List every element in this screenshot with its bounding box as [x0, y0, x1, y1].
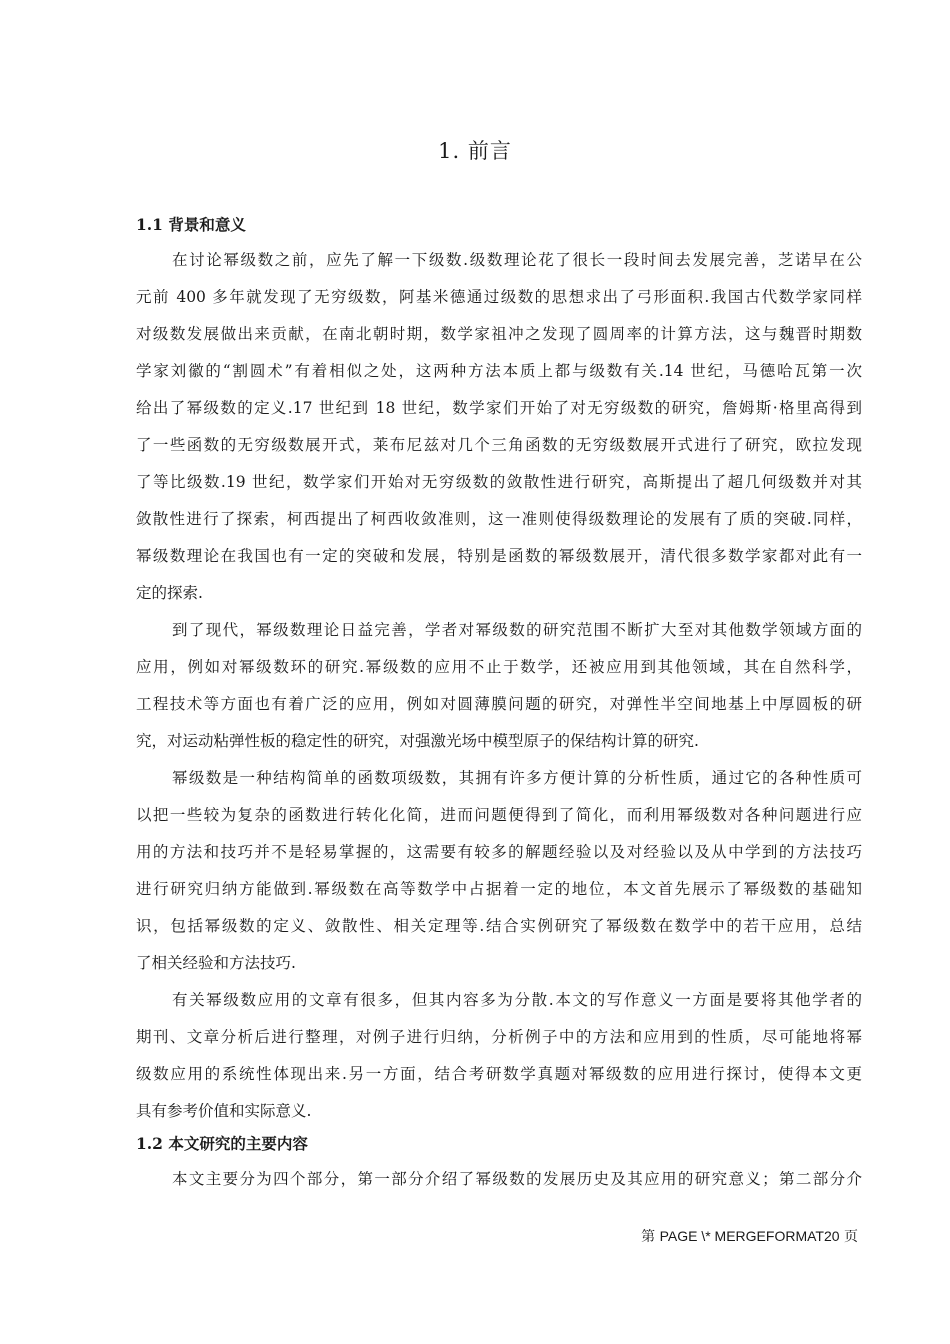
paragraph-line: 在讨论幂级数之前，应先了解一下级数.级数理论花了很长一段时间去发展完善，芝诺早在公 [172, 251, 862, 269]
paragraph-line: 了一些函数的无穷级数展开式，莱布尼兹对几个三角函数的无穷级数展开式进行了研究，欧拉发现 [136, 436, 862, 454]
paragraph-line: 期刊、文章分析后进行整理，对例子进行归纳，分析例子中的方法和应用到的性质，尽可能地将幂 [136, 1028, 862, 1046]
footer-page-number: 20 [823, 1228, 840, 1244]
paragraph-line: 用的方法和技巧并不是轻易掌握的，这需要有较多的解题经验以及对经验以及从中学到的方法技巧 [136, 843, 862, 861]
paragraph-line: 工程技术等方面也有着广泛的应用，例如对圆薄膜问题的研究，对弹性半空间地基上中厚圆板的研 [136, 695, 862, 713]
paragraph-line: 幂级数是一种结构简单的函数项级数，其拥有许多方便计算的分析性质，通过它的各种性质可 [172, 769, 862, 787]
page-footer [641, 1226, 858, 1247]
paragraph-line: 对级数发展做出来贡献，在南北朝时期，数学家祖冲之发现了圆周率的计算方法，这与魏晋时期数 [136, 325, 862, 343]
paragraph-line: 幂级数理论在我国也有一定的突破和发展，特别是函数的幂级数展开，清代很多数学家都对此有一 [136, 547, 862, 565]
paragraph-line: 应用，例如对幂级数环的研究.幂级数的应用不止于数学，还被应用到其他领域，其在自然科学， [136, 658, 862, 676]
paragraph-line: 有关幂级数应用的文章有很多，但其内容多为分散.本文的写作意义一方面是要将其他学者的 [172, 991, 862, 1009]
paragraph-line: 了相关经验和方法技巧. [136, 954, 296, 972]
paragraph-line: 元前 400 多年就发现了无穷级数，阿基米德通过级数的思想求出了弓形面积.我国古代数学家同样 [136, 288, 862, 306]
paragraph-line: 定的探索. [136, 584, 203, 602]
paragraph-line: 本文主要分为四个部分，第一部分介绍了幂级数的发展历史及其应用的研究意义；第二部分介 [172, 1170, 862, 1188]
footer-prefix: 第 [641, 1229, 656, 1245]
chapter-title: 1. 前言 [438, 139, 512, 163]
section-heading-1-1: 1.1 背景和意义 [136, 215, 246, 234]
paragraph-line: 敛散性进行了探索，柯西提出了柯西收敛准则，这一准则使得级数理论的发展有了质的突破.同样， [136, 510, 862, 528]
paragraph-line: 具有参考价值和实际意义. [136, 1102, 312, 1120]
paragraph-line: 到了现代，幂级数理论日益完善，学者对幂级数的研究范围不断扩大至对其他数学领域方面的 [172, 621, 862, 639]
paragraph-line: 级数应用的系统性体现出来.另一方面，结合考研数学真题对幂级数的应用进行探讨，使得本文更 [136, 1065, 862, 1083]
paragraph-line: 进行研究归纳方能做到.幂级数在高等数学中占据着一定的地位，本文首先展示了幂级数的基础知 [136, 880, 862, 898]
paragraph-line: 究，对运动粘弹性板的稳定性的研究，对强激光场中模型原子的保结构计算的研究. [136, 732, 699, 750]
paragraph-line: 以把一些较为复杂的函数进行转化化简，进而问题便得到了简化，而利用幂级数对各种问题进行应 [136, 806, 862, 824]
footer-field-code: PAGE \* MERGEFORMAT [659, 1228, 824, 1244]
paragraph-line: 了等比级数.19 世纪，数学家们开始对无穷级数的敛散性进行研究，高斯提出了超几何级数并对其 [136, 473, 862, 491]
footer-suffix: 页 [844, 1229, 858, 1245]
paragraph-line: 学家刘徽的“割圆术”有着相似之处，这两种方法本质上都与级数有关.14 世纪，马德哈瓦第一次 [136, 362, 862, 380]
section-heading-1-2: 1.2 本文研究的主要内容 [136, 1134, 308, 1153]
paragraph-line: 识，包括幂级数的定义、敛散性、相关定理等.结合实例研究了幂级数在数学中的若干应用，总结 [136, 917, 862, 935]
paragraph-line: 给出了幂级数的定义.17 世纪到 18 世纪，数学家们开始了对无穷级数的研究，詹姆斯·格里高得到 [136, 399, 862, 417]
